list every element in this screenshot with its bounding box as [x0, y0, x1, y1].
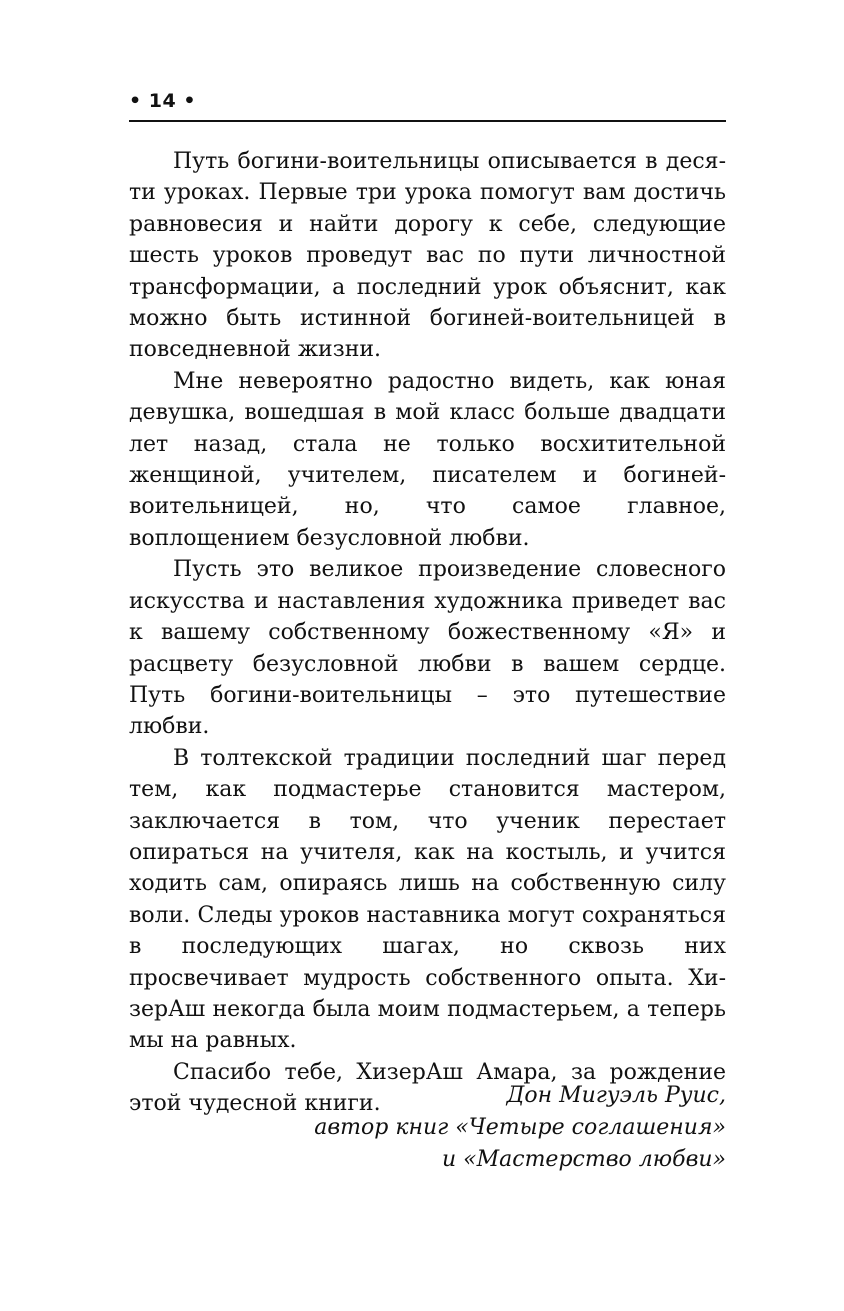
paragraph-1: Путь богини-воительницы описывается в десяти уроках. Первые три урока помогут вам достичь равновесия и найти дорогу к себе, следующие шесть уроков проведут вас по пути личностной трансформации, а последний урок объяснит, как можно быть истинной богиней-воительницей в повседневной жизни. [129, 149, 726, 363]
signature-title: автор книг «Четыре соглашения» [314, 1115, 726, 1140]
signature-name: Дон Мигуэль Руис, [506, 1083, 726, 1108]
page-number: • 14 • [129, 90, 196, 112]
paragraph-3: Пусть это великое произведение словесного искусства и наставления художника приведет вас к вашему собственному божественному «Я» и расцвету безусловной любви в вашем сердце. Путь богини-воительницы – это путешествие любви. [129, 557, 726, 740]
body-text [129, 146, 726, 1120]
paragraph-5: Спасибо тебе, ХизерАш Амара, за рождение этой чудесной книги. [129, 1059, 726, 1117]
signature-block [129, 1080, 726, 1176]
page-header [129, 88, 726, 122]
signature-title-2: и «Мастерство любви» [441, 1147, 726, 1172]
header-rule [129, 120, 726, 122]
paragraph-2: Мне невероятно радостно видеть, как юная девушка, вошедшая в мой класс больше двадцати лет назад, стала не только восхитительной женщиной, учителем, писателем и богиней-воительницей, но, что самое главное, воплощением безусловной любви. [129, 368, 726, 551]
paragraph-4: В толтекской традиции последний шаг перед тем, как подмастерье становится мастером, заключается в том, что ученик перестает опираться на учителя, как на костыль, и учится ходить сам, опираясь лишь на собственную силу воли. Следы уроков наставника могут сохраняться в последующих шагах, но сквозь них просвечивает мудрость собственного опыта. ХизерАш некогда была моим подмастерьем, а теперь мы на равных. [129, 745, 726, 1054]
